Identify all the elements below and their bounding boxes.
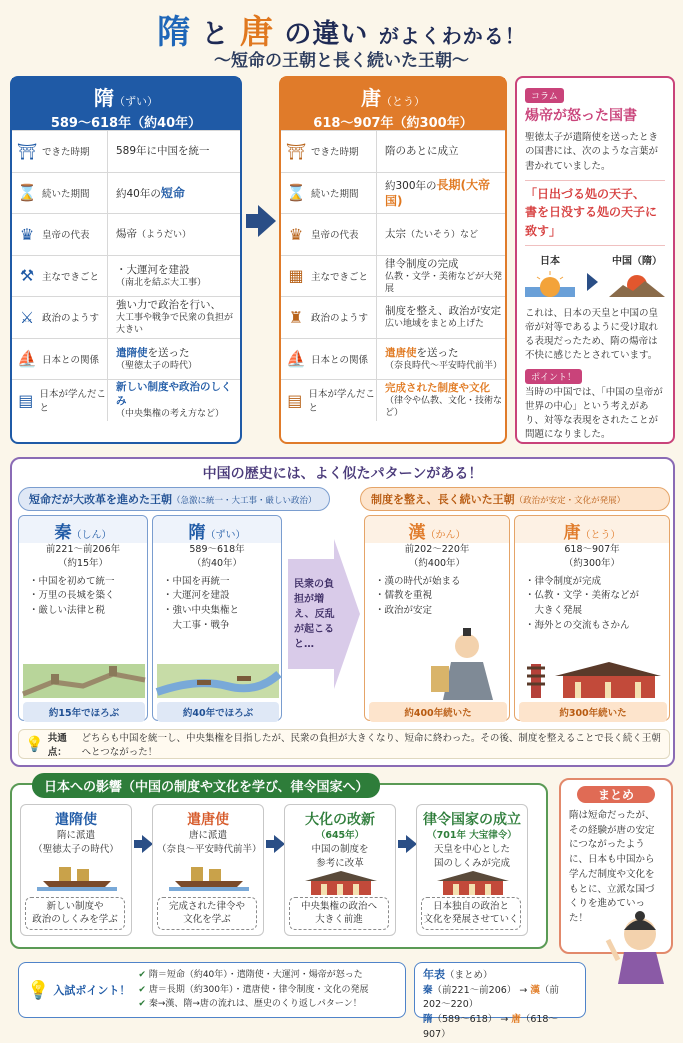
- comparison-row: [12, 130, 240, 172]
- ship-icon: [37, 865, 117, 891]
- column-tag: コラム: [525, 88, 564, 103]
- long-dynasty-group: 制度を整え、長く続いた王朝（政治が安定・文化が発展）: [360, 487, 670, 511]
- comparison-row: [12, 296, 240, 338]
- sunrise-icon: [525, 267, 575, 297]
- hourglass-icon: ⌛: [17, 183, 37, 203]
- row-label: ⛵ 日本との関係: [12, 339, 108, 380]
- japan-step: 律令国家の成立 （701年 大宝律令） 天皇を中心とした 国のしくみが完成 日本独自の政治と 文化を発展させていく: [416, 804, 528, 936]
- scholar-icon: [421, 626, 501, 700]
- row-value: 強い力で政治を行い、 大工事や戦争で民衆の負担が大きい: [116, 299, 234, 336]
- comparison-row: [12, 213, 240, 255]
- palace-icon: [525, 658, 661, 700]
- exam-item: ✔ 秦→漢、隋→唐の流れは、歴史のくり返しパターン！: [138, 999, 362, 1010]
- comparison-row: [281, 255, 505, 297]
- dynasty-qin: 秦（しん） 前221〜前206年 （約15年） ・中国を初めて統一 ・万里の長城を築く ・厳しい法律と税 約15年でほろぶ: [18, 515, 148, 721]
- ship-icon: ⛵: [17, 349, 37, 369]
- exam-item: ✔ 隋＝短命（約40年）・遣隋使・大運河・煬帝が怒った: [138, 970, 363, 981]
- row-label: ⛩ できた時期: [12, 131, 108, 172]
- ship-icon: [169, 865, 249, 891]
- japan-step: 遣隋使 隋に派遣 （聖徳太子の時代） 新しい制度や 政治のしくみを学ぶ: [20, 804, 132, 936]
- exam-points: 💡 入試ポイント！ ✔ 隋＝短命（約40年）・遣隋使・大運河・煬帝が怒った ✔ 唐＝長期（約300年）・遣唐使・律令制度・文化の発展 ✔ 秦→漢、隋→唐の流れは、歴史のくり返しパターン！: [18, 962, 406, 1018]
- han-facts: ・漢の時代が始まる ・儒教を重視 ・政治が安定: [375, 575, 461, 616]
- row-value: 約300年の長期(大帝国): [385, 177, 491, 208]
- worker-icon: ⚒: [19, 266, 35, 286]
- pagoda-icon: ⛩: [16, 141, 38, 161]
- summary-text: 隋は短命だったが、その経験が唐の安定につながったように、日本も中国から学んだ制度や文化をもとに、立派な国づくりを進めていった！: [569, 810, 655, 925]
- step-arrow-icon: [398, 835, 417, 853]
- comparison-row: [12, 255, 240, 297]
- book-icon: ▤: [287, 390, 303, 410]
- row-label: ♛ 皇帝の代表: [281, 214, 377, 255]
- row-value: 遣隋使を送った （聖徳太子の時代）: [116, 346, 198, 371]
- student-icon: [594, 910, 676, 984]
- comparison-row: [12, 379, 240, 421]
- row-value: 隋のあとに成立: [385, 145, 459, 158]
- timeline-row: 秦（前221〜前206） → 漢（前202〜220）: [423, 984, 559, 1011]
- common-point: 💡 共通点： どちらも中国を統一し、中央集権を目指したが、民衆の負担が大きくなり、短命に終わった。その後、制度を整えることで長く続く王朝へとつながった！: [18, 729, 670, 759]
- sunset-icon: [609, 267, 665, 297]
- japan-title: 日本への影響（中国の制度や文化を学び、律令国家へ）: [32, 773, 380, 798]
- dynasty-han: 漢（かん） 前202〜220年 （約400年） ・漢の時代が始まる ・儒教を重視 ・政治が安定 約400年続いた: [364, 515, 510, 721]
- tang-card-header: 唐（とう） 618〜907年（約300年）: [281, 78, 505, 130]
- comparison-row: [12, 338, 240, 380]
- hourglass-icon: ⌛: [286, 183, 306, 203]
- row-value: 煬帝（ようだい）: [116, 228, 192, 241]
- column-box: [515, 76, 675, 444]
- pattern-section: [10, 457, 675, 767]
- point-tag: ポイント！: [525, 369, 582, 384]
- ship-icon: ⛵: [286, 349, 306, 369]
- row-label: ▤ 日本が学んだこと: [12, 380, 108, 421]
- sun-illustration: 日本 中国（隋）: [525, 252, 665, 301]
- row-value: 約40年の短命: [116, 185, 185, 200]
- exam-item: ✔ 唐＝長期（約300年）・遣唐使・律令制度・文化の発展: [138, 984, 369, 995]
- dynasty-sui: 隋（ずい） 589〜618年 （約40年） ・中国を再統一 ・大運河を建設 ・強い中央集権と 大工事・戦争 約40年でほろぶ: [152, 515, 282, 721]
- row-value: 589年に中国を統一: [116, 145, 210, 158]
- step-arrow-icon: [266, 835, 285, 853]
- row-label: ⚒ 主なできごと: [12, 256, 108, 297]
- page-title: 隋 と 唐 の違い がよくわかる！: [157, 12, 526, 51]
- row-label: ⌛ 続いた期間: [281, 173, 377, 214]
- lightbulb-icon: 💡: [27, 979, 50, 1001]
- short-dynasty-group: 短命だが大改革を進めた王朝（急激に統一・大工事・厳しい政治）: [18, 487, 330, 511]
- timeline-row: 隋（589〜618） → 唐（618〜907）: [423, 1014, 558, 1040]
- arrow-icon: [587, 273, 598, 291]
- comparison-row: [281, 338, 505, 380]
- emperor-icon: ♛: [19, 224, 35, 244]
- row-value: 制度を整え、政治が安定 広い地域をまとめ上げた: [385, 305, 502, 330]
- emperor-icon: ♛: [288, 224, 304, 244]
- row-label: ⚔ 政治のようす: [12, 297, 108, 338]
- sui-card: [10, 76, 242, 444]
- column-point: 当時の中国では、「中国の皇帝が世界の中心」という考えがあり、対等な表現をされたことが問題になりました。: [525, 386, 663, 441]
- qin-facts: ・中国を初めて統一 ・万里の長城を築く ・厳しい法律と税: [29, 575, 115, 616]
- row-label: ♜ 政治のようす: [281, 297, 377, 338]
- dynasty-tang: 唐（とう） 618〜907年 （約300年） ・律令制度が完成 ・仏教・文学・美術などが 大きく発展 ・海外との交流もさかん 約300年続いた: [514, 515, 670, 721]
- transition-arrow: 民衆の負担が増え、反乱が起こると…: [288, 539, 360, 689]
- tang-facts: ・律令制度が完成 ・仏教・文学・美術などが 大きく発展 ・海外との交流もさかん: [525, 575, 640, 631]
- comparison-row: [281, 172, 505, 214]
- building-icon: [433, 869, 513, 895]
- row-value: 太宗（たいそう）など: [385, 228, 479, 241]
- sui-to-tang-arrow: [246, 205, 276, 237]
- tang-card: [279, 76, 507, 444]
- sui-card-header: 隋（ずい） 589〜618年（約40年）: [12, 78, 240, 130]
- lightbulb-icon: 💡: [25, 735, 44, 753]
- comparison-row: [281, 296, 505, 338]
- japan-step: 遣唐使 唐に派遣 （奈良〜平安時代前半） 完成された律令や 文化を学ぶ: [152, 804, 264, 936]
- step-note: 日本独自の政治と 文化を発展させていく: [421, 897, 521, 930]
- step-arrow-icon: [134, 835, 153, 853]
- column-title: 煬帝が怒った国書: [525, 108, 637, 124]
- row-value: ・大運河を建設 （南北を結ぶ大工事）: [116, 263, 207, 288]
- column-intro: 聖徳太子が遣隋使を送ったときの国書には、次のような言葉が書かれていました。: [525, 132, 659, 172]
- row-label: ▤ 日本が学んだこと: [281, 380, 377, 421]
- row-value: 完成された制度や文化 （律令や仏教、文化・技術など）: [385, 382, 503, 419]
- comparison-row: [281, 130, 505, 172]
- comparison-row: [281, 213, 505, 255]
- row-label: ⛩ できた時期: [281, 131, 377, 172]
- row-value: 遣唐使を送った （奈良時代〜平安時代前半）: [385, 346, 503, 371]
- row-label: ▦ 主なできごと: [281, 256, 377, 297]
- building-icon: [301, 869, 381, 895]
- row-value: 新しい制度や政治のしくみ （中央集権の考え方など）: [116, 381, 232, 420]
- canal-icon: [157, 664, 279, 698]
- japan-step: 大化の改新 （645年） 中国の制度を 参考に改革 中央集権の政治へ 大きく前進: [284, 804, 396, 936]
- row-label: ⛵ 日本との関係: [281, 339, 377, 380]
- official-icon: ♜: [288, 307, 304, 327]
- step-note: 新しい制度や 政治のしくみを学ぶ: [25, 897, 125, 930]
- page-subtitle: 〜短命の王朝と長く続いた王朝〜: [214, 51, 469, 71]
- soldier-icon: ⚔: [19, 307, 35, 327]
- timeline-box: 年表（まとめ） 秦（前221〜前206） → 漢（前202〜220） 隋（589〜618） → 唐（618〜907）: [414, 962, 586, 1018]
- sui-facts: ・中国を再統一 ・大運河を建設 ・強い中央集権と 大工事・戦争: [163, 575, 240, 631]
- step-note: 中央集権の政治へ 大きく前進: [289, 897, 389, 930]
- comparison-row: [12, 172, 240, 214]
- column-quote: 「日出づる処の天子、 書を日没する処の天子に致す」: [525, 180, 665, 246]
- row-label: ♛ 皇帝の代表: [12, 214, 108, 255]
- pagoda-icon: ⛩: [285, 141, 307, 161]
- comparison-row: [281, 379, 505, 421]
- summary-tag: まとめ: [577, 786, 655, 803]
- great-wall-icon: [23, 664, 145, 698]
- row-label: ⌛ 続いた期間: [12, 173, 108, 214]
- step-note: 完成された律令や 文化を学ぶ: [157, 897, 257, 930]
- scroll-icon: ▦: [288, 266, 304, 286]
- row-value: 律令制度の完成 仏教・文学・美術などが大発展: [385, 257, 503, 294]
- column-body: これは、日本の天皇と中国の皇帝が対等であるように受け取れる表現だったため、隋の煬帝は不快に感じたとされています。: [525, 307, 659, 362]
- pattern-title: 中国の歴史には、よく似たパターンがある！: [202, 466, 483, 482]
- book-icon: ▤: [18, 390, 34, 410]
